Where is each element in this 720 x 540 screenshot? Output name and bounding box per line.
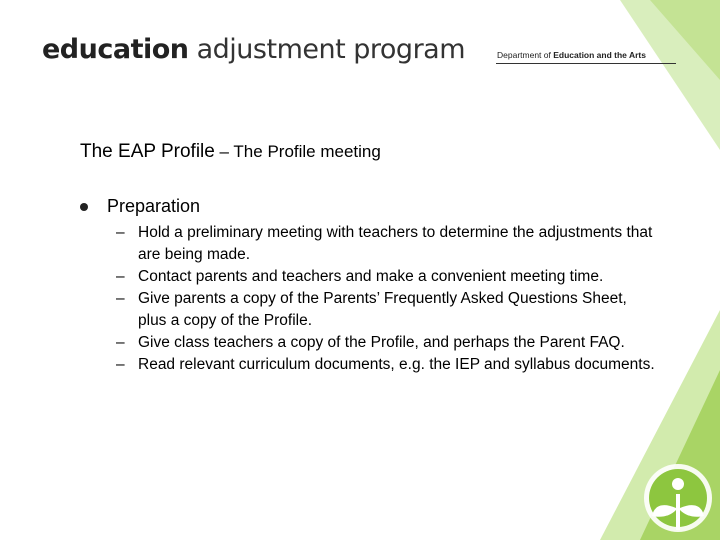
- sub-bullet-text: Read relevant curriculum documents, e.g. the IEP and syllabus documents.: [138, 356, 655, 373]
- dash-icon: –: [116, 334, 125, 351]
- program-title: [42, 34, 465, 65]
- bullet-label: Preparation: [107, 196, 201, 216]
- sprout-logo-icon: [632, 446, 720, 540]
- department-bold: Education and the Arts: [553, 50, 646, 60]
- sub-bullet-text: Give parents a copy of the Parents’ Frequently Asked Questions Sheet, plus a copy of the Profile.: [138, 290, 627, 329]
- dash-icon: –: [116, 356, 125, 373]
- sub-bullet-item: [116, 222, 656, 266]
- dash-icon: –: [116, 290, 125, 307]
- header-rule: [496, 63, 676, 64]
- sub-bullet-item: [116, 332, 656, 354]
- department-name: [497, 50, 646, 60]
- slide-title-main: The EAP Profile: [80, 141, 215, 162]
- program-title-bold: education: [42, 34, 189, 65]
- department-prefix: Department of: [497, 50, 554, 60]
- sub-bullet-text: Give class teachers a copy of the Profile, and perhaps the Parent FAQ.: [138, 334, 625, 351]
- slide-title-sub: – The Profile meeting: [214, 142, 381, 161]
- sub-bullet-text: Hold a preliminary meeting with teachers to determine the adjustments that are being made.: [138, 224, 653, 263]
- sub-bullet-text: Contact parents and teachers and make a convenient meeting time.: [138, 268, 604, 285]
- sub-bullet-list: [116, 222, 656, 376]
- bullet-dot-icon: [80, 203, 88, 211]
- program-title-rest: adjustment program: [188, 34, 466, 65]
- slide-title: [80, 141, 381, 163]
- sub-bullet-item: [116, 266, 656, 288]
- dash-icon: –: [116, 224, 125, 241]
- sub-bullet-item: [116, 288, 656, 332]
- sub-bullet-item: [116, 354, 656, 376]
- dash-icon: –: [116, 268, 125, 285]
